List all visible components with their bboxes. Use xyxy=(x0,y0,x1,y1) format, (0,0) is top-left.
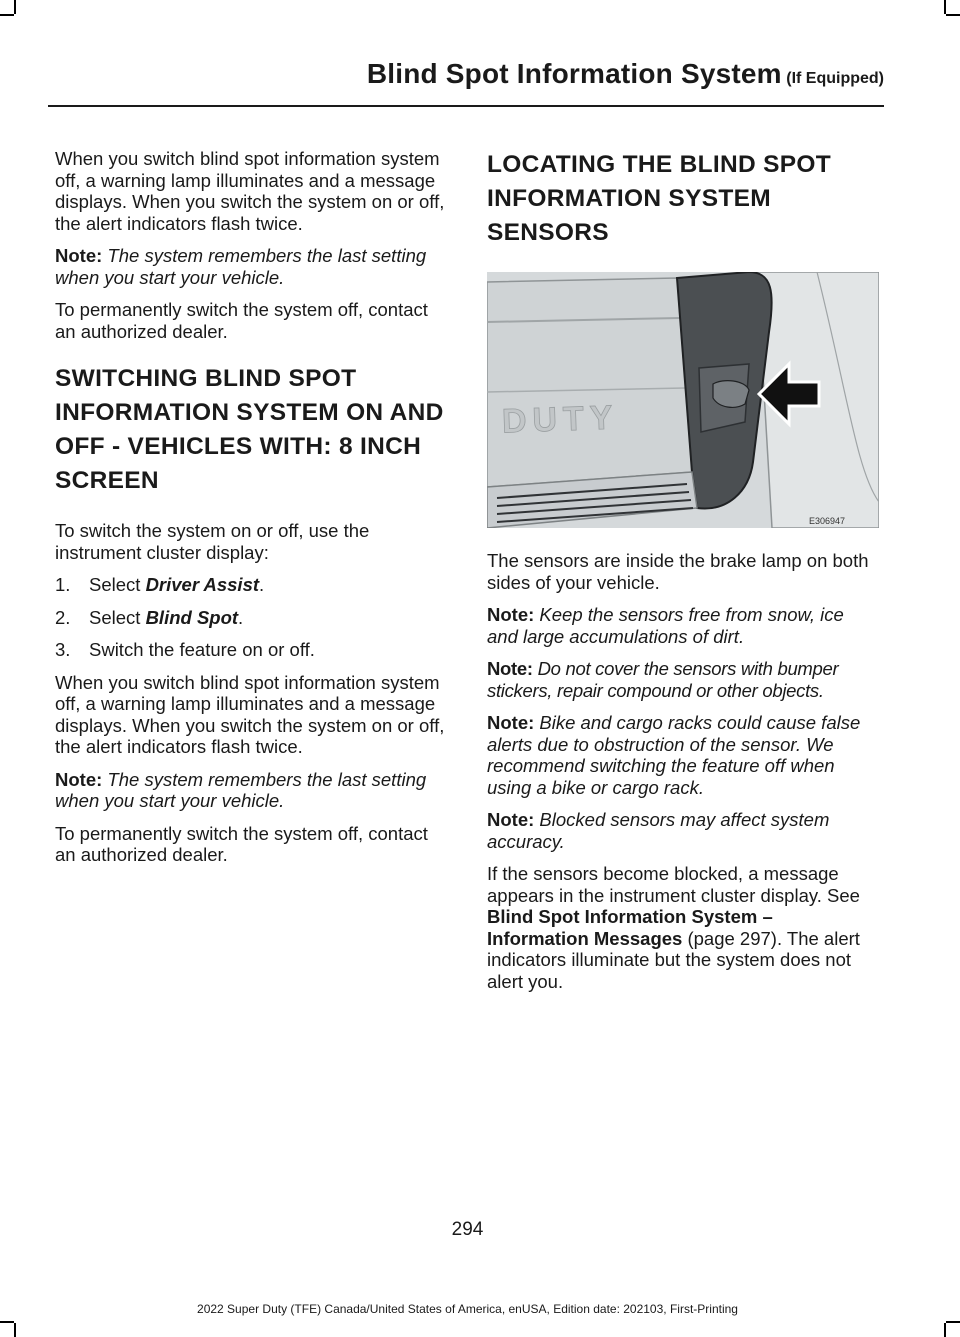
paragraph: To switch the system on or off, use the instrument cluster display: xyxy=(55,520,370,563)
note xyxy=(487,712,879,798)
note xyxy=(55,245,447,288)
note-text: The system remembers the last setting when you start your vehicle. xyxy=(55,768,427,811)
step-text xyxy=(89,574,264,596)
step-text: Switch the feature on or off. xyxy=(89,639,315,660)
note-text: Bike and cargo racks could cause false alerts due to obstruction of the sensor. We recommend switching the feature off when using a bike or cargo rack. xyxy=(487,712,861,798)
note-label: Note: xyxy=(487,712,535,733)
crop-mark xyxy=(14,1323,16,1337)
note xyxy=(55,769,447,812)
paragraph: The sensors are inside the brake lamp on both sides of your vehicle. xyxy=(487,550,869,593)
crop-mark xyxy=(944,0,946,14)
step-text xyxy=(89,607,243,629)
figure-code: E306947 xyxy=(809,516,846,526)
section-heading: LOCATING THE BLIND SPOT INFORMATION SYSTEM SENSORS xyxy=(487,151,831,246)
truck-tail-lamp-drawing xyxy=(487,272,879,528)
step-number: 2. xyxy=(55,606,71,628)
step-text-post: . xyxy=(259,574,265,595)
list-item xyxy=(55,574,447,596)
note xyxy=(487,658,879,701)
paragraph: To permanently switch the system off, contact an authorized dealer. xyxy=(55,299,428,342)
paragraph: When you switch blind spot information system off, a warning lamp illuminates and a message displays. When you switch the system on or off, the alert indicators flash twice. xyxy=(55,671,445,757)
right-column xyxy=(487,148,879,1003)
note-label: Note: xyxy=(487,604,535,625)
step-number: 1. xyxy=(55,574,71,595)
note xyxy=(487,809,879,852)
crop-mark xyxy=(944,1323,946,1337)
paragraph: When you switch blind spot information system off, a warning lamp illuminates and a message displays. When you switch the system on or off, the alert indicators flash twice. xyxy=(55,148,445,234)
note xyxy=(487,604,879,647)
header-rule xyxy=(48,105,884,107)
cross-reference-link[interactable]: Blind Spot Information System – Information Messages xyxy=(487,906,773,949)
crop-mark xyxy=(14,0,16,14)
menu-item-blind-spot: Blind Spot xyxy=(145,606,239,628)
crop-mark xyxy=(946,14,960,16)
note-text: Do not cover the sensors with bumper stickers, repair compound or other objects. xyxy=(487,658,839,701)
tailgate-lettering: DUTY xyxy=(501,398,620,441)
crop-mark xyxy=(946,1321,960,1323)
sensor-location-illustration xyxy=(487,272,879,528)
note-label: Note: xyxy=(487,809,535,830)
paragraph xyxy=(487,863,879,992)
note-text: Keep the sensors free from snow, ice and large accumulations of dirt. xyxy=(487,604,844,647)
paragraph-text: If the sensors become blocked, a message appears in the instrument cluster display. See xyxy=(487,863,860,906)
section-heading: SWITCHING BLIND SPOT INFORMATION SYSTEM ON AND OFF - VEHICLES WITH: 8 INCH SCREEN xyxy=(55,365,444,494)
step-text-post: . xyxy=(238,606,244,628)
list-item xyxy=(55,607,447,629)
note-label: Note: xyxy=(487,658,533,679)
header-title: Blind Spot Information System xyxy=(366,58,782,89)
page-footer: 2022 Super Duty (TFE) Canada/United States of America, enUSA, Edition date: 202103, First-Printing xyxy=(197,1302,738,1316)
note-label: Note: xyxy=(55,768,103,790)
crop-mark xyxy=(0,14,14,16)
step-number: 3. xyxy=(55,639,71,660)
step-text-pre: Select xyxy=(89,606,146,628)
note-label: Note: xyxy=(55,245,103,266)
note-text: Blocked sensors may affect system accuracy. xyxy=(487,809,830,852)
note-text: The system remembers the last setting when you start your vehicle. xyxy=(55,245,427,288)
header-subtitle: (If Equipped) xyxy=(786,70,884,87)
crop-mark xyxy=(0,1321,14,1323)
page-number: 294 xyxy=(451,1219,484,1240)
paragraph: To permanently switch the system off, contact an authorized dealer. xyxy=(55,822,428,865)
paragraph-text: (page 297). The alert indicators illuminate but the system does not alert you. xyxy=(487,927,860,992)
page-header xyxy=(48,58,884,90)
menu-item-driver-assist: Driver Assist xyxy=(145,574,260,595)
step-text-pre: Select xyxy=(89,574,146,595)
steps-list xyxy=(55,574,447,661)
left-column xyxy=(55,148,447,877)
list-item xyxy=(55,639,447,661)
